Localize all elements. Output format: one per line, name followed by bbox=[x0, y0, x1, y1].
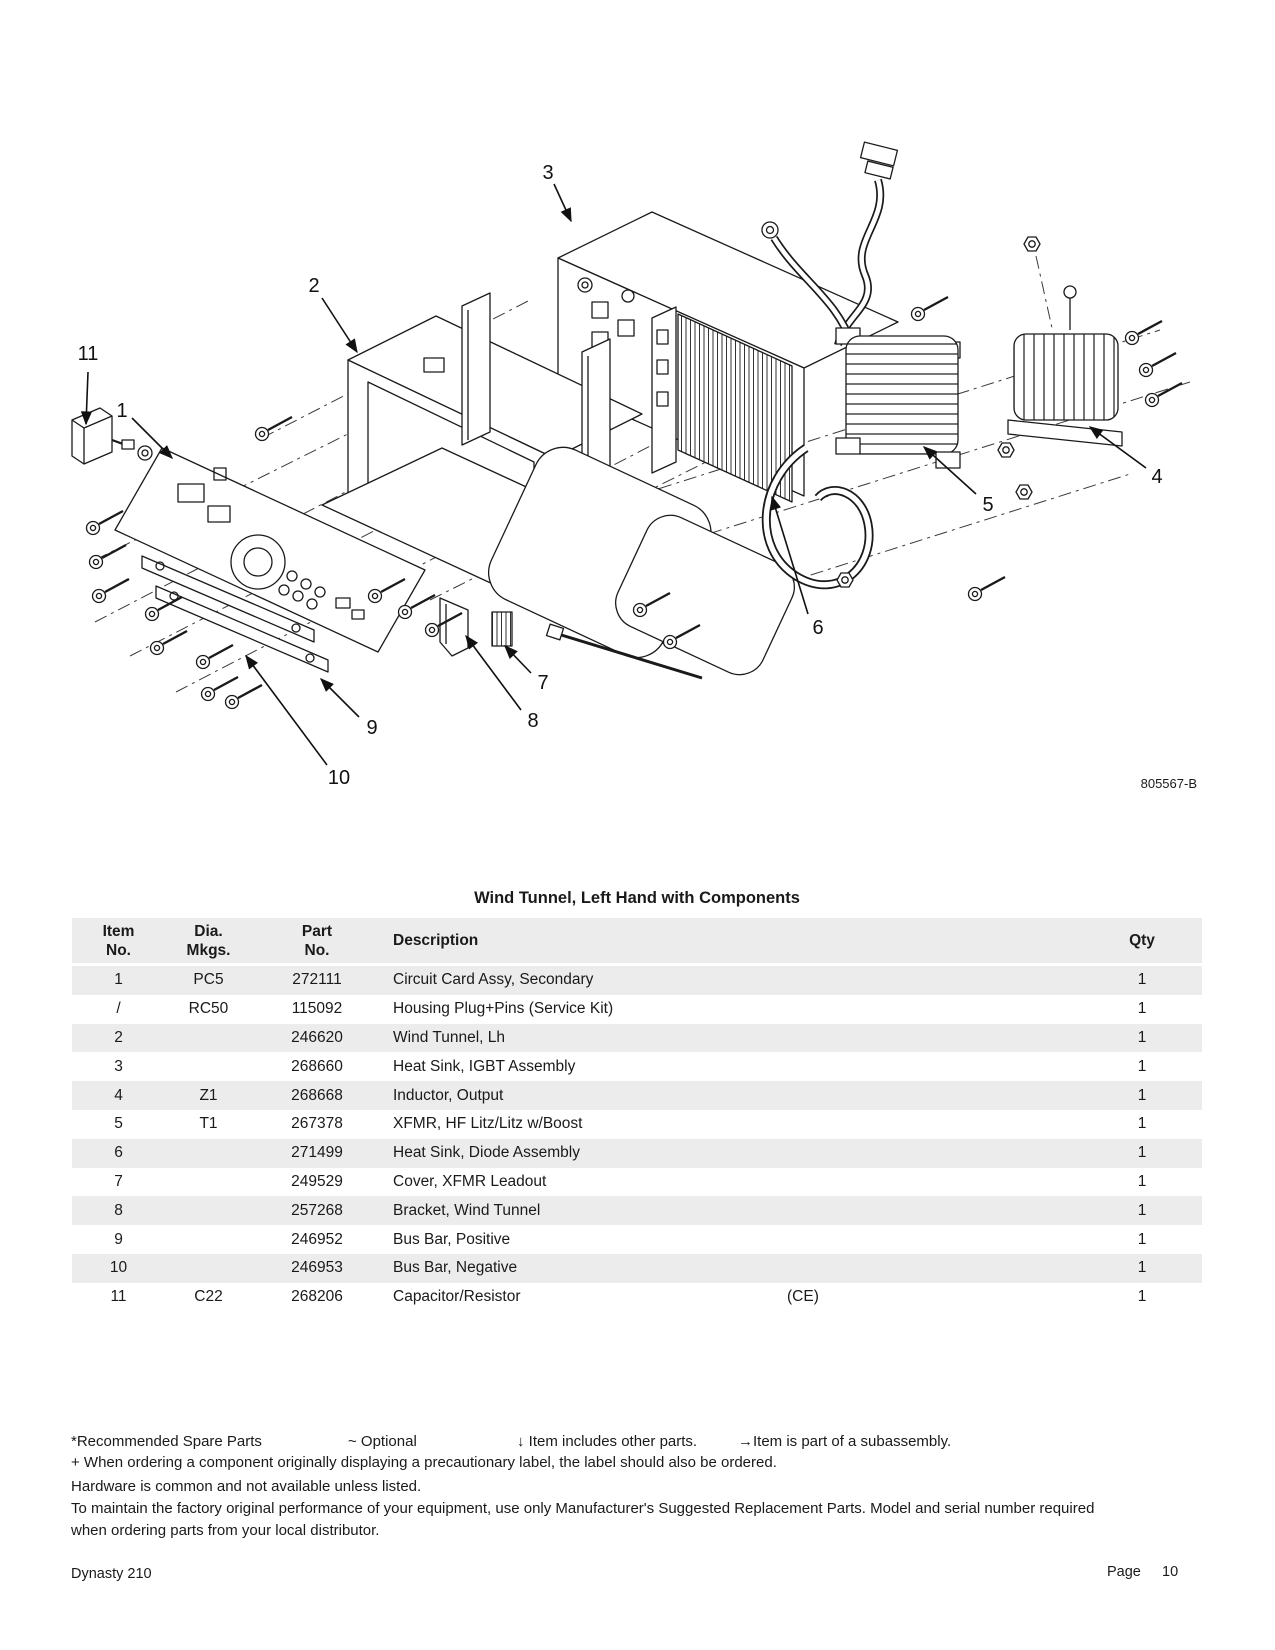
description-text: Cover, XFMR Leadout bbox=[393, 1172, 547, 1190]
cell-part-no: 257268 bbox=[291, 1201, 343, 1219]
cell-description bbox=[382, 971, 1082, 989]
description-text: Capacitor/Resistor bbox=[393, 1288, 521, 1306]
table-row bbox=[72, 995, 1202, 1024]
callout-10: 10 bbox=[327, 767, 351, 789]
cell-item-no: 11 bbox=[110, 1288, 127, 1306]
cell-item-no: 5 bbox=[114, 1115, 123, 1133]
description-text: Bus Bar, Negative bbox=[393, 1259, 518, 1277]
footnote-spare-parts: *Recommended Spare Parts bbox=[71, 1433, 262, 1450]
description-text: Wind Tunnel, Lh bbox=[393, 1028, 506, 1046]
callout-7: 7 bbox=[537, 672, 549, 694]
footnote-label-note: + When ordering a component originally displaying a precautionary label, the label should also be ordered. bbox=[71, 1454, 777, 1471]
description-text: Bracket, Wind Tunnel bbox=[393, 1201, 541, 1219]
cell-item-no: 4 bbox=[114, 1086, 123, 1104]
cell-description bbox=[382, 1288, 1082, 1306]
cell-part-no: 246953 bbox=[291, 1259, 343, 1277]
header-description-label: Description bbox=[393, 932, 479, 949]
cell-dia-mkgs: Z1 bbox=[199, 1086, 218, 1104]
table-row bbox=[72, 1168, 1202, 1197]
cell-part-no: 272111 bbox=[292, 971, 342, 989]
cell-description bbox=[382, 1202, 1082, 1220]
description-text: XFMR, HF Litz/Litz w/Boost bbox=[393, 1115, 583, 1133]
cell-item-no: 3 bbox=[114, 1057, 123, 1075]
cell-item-no: 7 bbox=[114, 1172, 123, 1190]
footnote-maintain-note-line2: when ordering parts from your local distributor. bbox=[71, 1522, 380, 1539]
callout-2: 2 bbox=[308, 275, 320, 297]
header-description bbox=[382, 918, 1082, 963]
cell-description bbox=[382, 1029, 1082, 1047]
cell-item-no: 1 bbox=[114, 971, 123, 989]
cell-part-no: 268206 bbox=[291, 1288, 343, 1306]
cell-description bbox=[382, 1058, 1082, 1076]
page-label: Page bbox=[1107, 1564, 1141, 1580]
cell-item-no: 9 bbox=[114, 1230, 123, 1248]
footnote-optional: ~ Optional bbox=[348, 1433, 417, 1450]
cell-part-no: 249529 bbox=[291, 1172, 343, 1190]
header-item-line2: No. bbox=[106, 941, 131, 959]
table-row bbox=[72, 1139, 1202, 1168]
cell-part-no: 115092 bbox=[291, 1000, 343, 1018]
table-row bbox=[72, 1024, 1202, 1053]
footnote-maintain-note-line1: To maintain the factory original performance of your equipment, use only Manufacturer's Suggested Replacement Parts. Model and serial number required bbox=[71, 1500, 1095, 1517]
header-part-no bbox=[252, 918, 382, 963]
callout-9: 9 bbox=[366, 717, 378, 739]
cell-item-no: 8 bbox=[114, 1201, 123, 1219]
cell-dia-mkgs: PC5 bbox=[193, 971, 224, 989]
description-text: Heat Sink, Diode Assembly bbox=[393, 1144, 580, 1162]
description-text: Bus Bar, Positive bbox=[393, 1230, 511, 1248]
table-row bbox=[72, 1283, 1202, 1312]
cell-part-no: 271499 bbox=[291, 1144, 343, 1162]
table-header-row bbox=[72, 918, 1202, 966]
cell-qty: 1 bbox=[1137, 1115, 1147, 1133]
description-text: Heat Sink, IGBT Assembly bbox=[393, 1057, 576, 1075]
cell-qty: 1 bbox=[1137, 1144, 1147, 1162]
header-dia-line2: Mkgs. bbox=[186, 941, 231, 959]
header-item-no bbox=[72, 918, 165, 963]
header-item-line1: Item bbox=[102, 922, 135, 940]
cell-description bbox=[382, 1231, 1082, 1249]
callout-3: 3 bbox=[542, 162, 554, 184]
cell-qty: 1 bbox=[1137, 1172, 1147, 1190]
table-row bbox=[72, 1110, 1202, 1139]
callout-6: 6 bbox=[812, 617, 824, 639]
cell-description bbox=[382, 1087, 1082, 1105]
model-name: Dynasty 210 bbox=[71, 1566, 152, 1582]
callout-1: 1 bbox=[116, 400, 128, 422]
table-row bbox=[72, 1081, 1202, 1110]
callout-5: 5 bbox=[982, 494, 994, 516]
cell-dia-mkgs: T1 bbox=[199, 1115, 218, 1133]
cell-part-no: 268668 bbox=[291, 1086, 343, 1104]
header-dia-mkgs bbox=[165, 918, 252, 963]
output-tube bbox=[766, 448, 869, 585]
description-text: Housing Plug+Pins (Service Kit) bbox=[393, 1000, 614, 1018]
cell-part-no: 268660 bbox=[291, 1057, 343, 1075]
table-row bbox=[72, 1196, 1202, 1225]
table-title: Wind Tunnel, Left Hand with Components bbox=[474, 889, 800, 907]
description-text: Inductor, Output bbox=[393, 1086, 504, 1104]
figure-number: 805567-B bbox=[1140, 776, 1197, 791]
footnote-legend bbox=[71, 1432, 1211, 1451]
header-qty bbox=[1082, 918, 1202, 963]
cell-qty: 1 bbox=[1137, 1057, 1147, 1075]
cell-item-no: 6 bbox=[114, 1144, 123, 1162]
cell-dia-mkgs: RC50 bbox=[188, 1000, 229, 1018]
cell-qty: 1 bbox=[1137, 1086, 1147, 1104]
cell-part-no: 267378 bbox=[291, 1115, 343, 1133]
cell-dia-mkgs: C22 bbox=[194, 1288, 223, 1306]
ce-note: (CE) bbox=[787, 1288, 819, 1306]
cell-description bbox=[382, 1115, 1082, 1133]
footnote-hardware-note: Hardware is common and not available unless listed. bbox=[71, 1478, 422, 1495]
header-dia-line1: Dia. bbox=[194, 922, 223, 940]
header-qty-label: Qty bbox=[1129, 932, 1155, 949]
cell-qty: 1 bbox=[1137, 971, 1147, 989]
description-text: Circuit Card Assy, Secondary bbox=[393, 971, 594, 989]
cell-description bbox=[382, 1259, 1082, 1277]
cell-qty: 1 bbox=[1137, 1201, 1147, 1219]
transformer bbox=[836, 328, 960, 468]
table-row bbox=[72, 1254, 1202, 1283]
cell-description bbox=[382, 1144, 1082, 1162]
cell-part-no: 246620 bbox=[291, 1028, 343, 1046]
cell-description bbox=[382, 1000, 1082, 1018]
footnote-includes: ↓ Item includes other parts. bbox=[517, 1433, 698, 1450]
cell-item-no: 10 bbox=[109, 1259, 128, 1277]
header-part-line2: No. bbox=[304, 941, 330, 959]
callout-4: 4 bbox=[1151, 466, 1163, 488]
cell-item-no: 2 bbox=[114, 1028, 123, 1046]
cell-item-no: / bbox=[116, 1000, 121, 1018]
callout-8: 8 bbox=[527, 710, 539, 732]
cell-part-no: 246952 bbox=[291, 1230, 343, 1248]
table-row bbox=[72, 1225, 1202, 1254]
parts-table bbox=[72, 918, 1202, 1312]
footnote-subassembly: →Item is part of a subassembly. bbox=[738, 1433, 952, 1450]
callout-11: 11 bbox=[77, 343, 99, 365]
cell-qty: 1 bbox=[1137, 1028, 1147, 1046]
bracket-and-cover bbox=[440, 598, 512, 656]
header-part-line1: Part bbox=[301, 922, 333, 940]
cell-qty: 1 bbox=[1137, 1000, 1147, 1018]
table-row bbox=[72, 1052, 1202, 1081]
cell-qty: 1 bbox=[1137, 1259, 1147, 1277]
page-number: 10 bbox=[1162, 1564, 1179, 1580]
cell-qty: 1 bbox=[1137, 1230, 1147, 1248]
table-row bbox=[72, 966, 1202, 995]
cell-description bbox=[382, 1173, 1082, 1191]
cell-qty: 1 bbox=[1137, 1288, 1147, 1306]
